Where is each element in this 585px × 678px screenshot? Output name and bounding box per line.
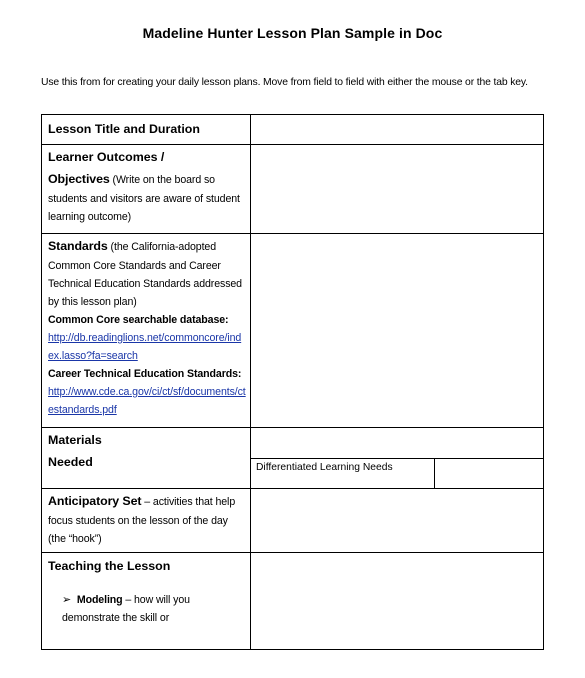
common-core-label: Common Core searchable database:: [48, 314, 229, 326]
document-title: Madeline Hunter Lesson Plan Sample in Doc: [142, 25, 443, 41]
teaching-label-cell: [42, 553, 251, 649]
outcomes-desc-2: students and visitors are aware of student learning outcome): [48, 193, 240, 223]
intro-text: Use this from for creating your daily lesson plans. Move from field to field with either the mouse or the tab key.: [41, 77, 528, 88]
teaching-row: [41, 553, 544, 650]
differentiated-learning-row: [251, 458, 543, 488]
outcomes-heading-2: Objectives: [48, 172, 110, 186]
standards-row: [41, 234, 544, 428]
materials-row: [41, 428, 544, 489]
anticipatory-set-row: [41, 489, 544, 553]
standards-heading: Standards: [48, 239, 108, 253]
anticipatory-set-desc: – activities that help focus students on the lesson of the day (the “hook”): [48, 496, 236, 545]
anticipatory-set-heading: Anticipatory Set: [48, 494, 142, 508]
teaching-heading: Teaching the Lesson: [48, 559, 171, 573]
outcomes-row: [41, 145, 544, 234]
modeling-label: Modeling: [76, 594, 123, 606]
modeling-desc: – how will you demonstrate the skill or: [62, 594, 190, 624]
lesson-title-label: Lesson Title and Duration: [48, 122, 200, 136]
outcomes-heading-1: Learner Outcomes /: [48, 150, 165, 164]
standards-label-cell: [42, 234, 251, 427]
lesson-title-row: [41, 114, 544, 145]
cte-link[interactable]: http://www.cde.ca.gov/ci/ct/sf/documents/ctestandards.pdf: [48, 386, 246, 416]
materials-heading-2: Needed: [48, 455, 93, 469]
common-core-link[interactable]: http://db.readinglions.net/commoncore/index.lasso?fa=search: [48, 332, 242, 362]
materials-heading-1: Materials: [48, 433, 102, 447]
anticipatory-set-label-cell: [42, 489, 251, 552]
cte-label: Career Technical Education Standards:: [48, 368, 242, 380]
standards-desc: (the California-adopted Common Core Standards and Career Technical Education Standards addressed by this lesson plan): [48, 241, 242, 308]
materials-label-cell: [42, 428, 251, 488]
outcomes-label-cell: [42, 145, 251, 233]
outcomes-desc-1: (Write on the board so: [109, 174, 215, 186]
differentiated-learning-label: Differentiated Learning Needs: [251, 459, 435, 488]
lesson-title-label-cell: [42, 115, 251, 144]
arrow-bullet-icon: ➢: [62, 594, 72, 606]
